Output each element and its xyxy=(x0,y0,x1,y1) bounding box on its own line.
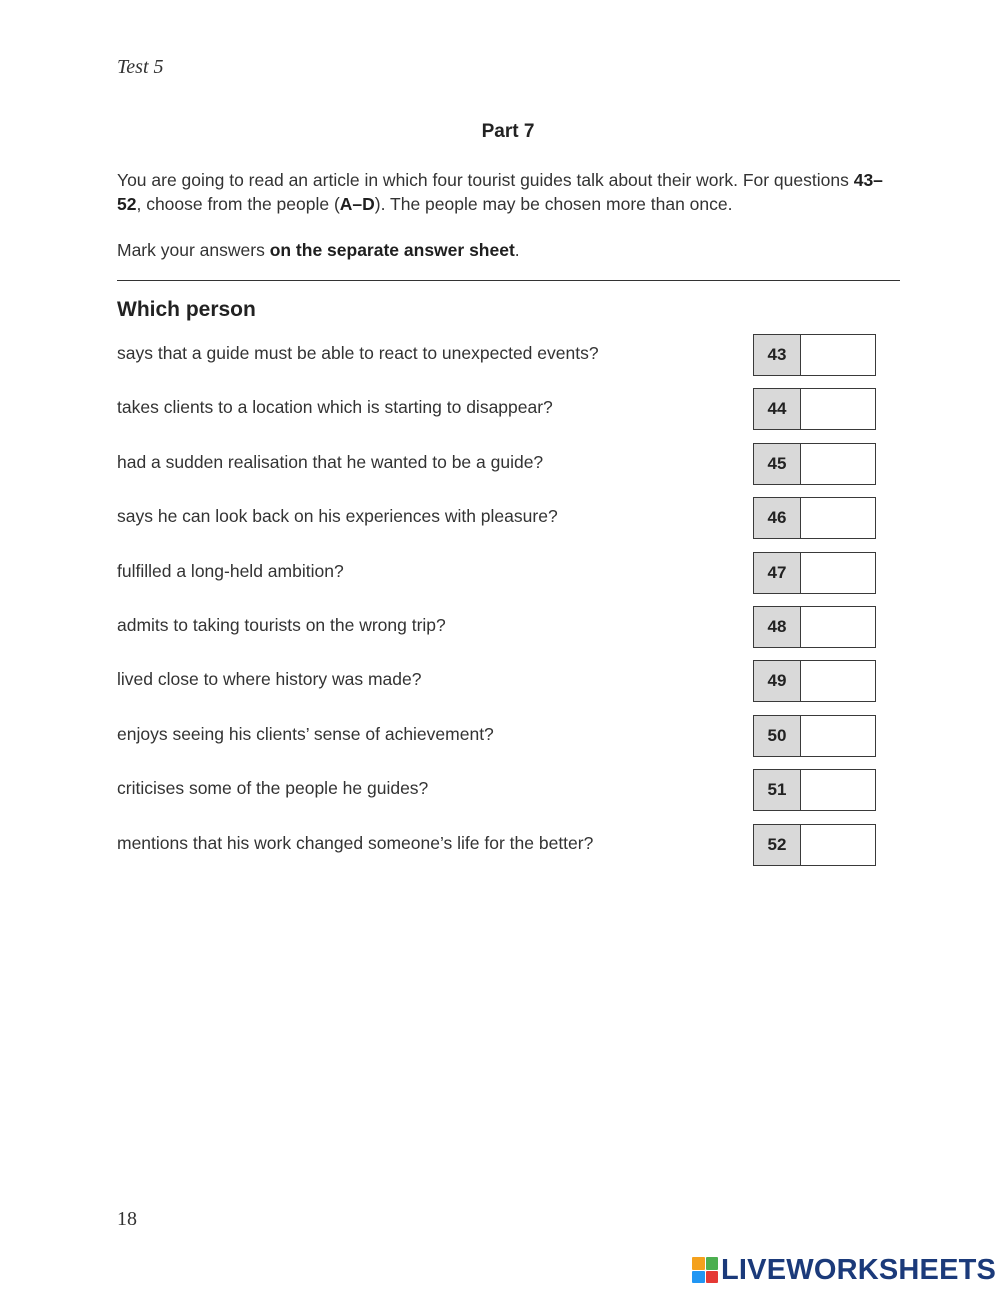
question-text: takes clients to a location which is starting to disappear? xyxy=(117,397,553,418)
question-text: had a sudden realisation that he wanted to be a guide? xyxy=(117,451,544,472)
logo-square xyxy=(706,1271,719,1284)
answer-box[interactable] xyxy=(800,497,876,539)
question-number: 45 xyxy=(753,443,801,485)
question-number: 51 xyxy=(753,769,801,811)
question-row xyxy=(0,715,1000,769)
question-number: 46 xyxy=(753,497,801,539)
answer-box[interactable] xyxy=(800,388,876,430)
question-row xyxy=(0,497,1000,551)
question-text: fulfilled a long-held ambition? xyxy=(117,560,344,581)
question-list xyxy=(0,334,1000,878)
section-heading: Which person xyxy=(117,298,256,321)
mark-text: Mark your answers xyxy=(117,240,270,260)
instructions xyxy=(117,168,907,262)
instructions-paragraph xyxy=(117,168,907,216)
question-row xyxy=(0,824,1000,878)
question-row xyxy=(0,660,1000,714)
answer-box[interactable] xyxy=(800,824,876,866)
question-number: 47 xyxy=(753,552,801,594)
instructions-text: ). The people may be chosen more than once. xyxy=(374,194,733,214)
question-row xyxy=(0,606,1000,660)
logo-square xyxy=(706,1257,719,1270)
question-number: 49 xyxy=(753,660,801,702)
logo-square xyxy=(692,1257,705,1270)
question-number: 50 xyxy=(753,715,801,757)
people-range: A–D xyxy=(339,194,375,214)
instructions-text: , choose from the people ( xyxy=(136,194,340,214)
page-number: 18 xyxy=(117,1208,137,1230)
question-text: admits to taking tourists on the wrong trip? xyxy=(117,614,446,635)
logo-square xyxy=(692,1271,705,1284)
question-text: enjoys seeing his clients’ sense of achievement? xyxy=(117,723,494,744)
question-number: 43 xyxy=(753,334,801,376)
answer-sheet-emphasis: on the separate answer sheet xyxy=(269,240,515,260)
mark-text-end: . xyxy=(514,240,520,260)
question-row xyxy=(0,443,1000,497)
brand-logo[interactable] xyxy=(692,1253,996,1287)
part-title: Part 7 xyxy=(481,121,535,142)
question-row xyxy=(0,552,1000,606)
question-row xyxy=(0,334,1000,388)
question-number: 48 xyxy=(753,606,801,648)
brand-name: LIVEWORKSHEETS xyxy=(721,1253,997,1286)
answer-box[interactable] xyxy=(800,443,876,485)
question-text: says he can look back on his experiences with pleasure? xyxy=(117,506,558,527)
answer-box[interactable] xyxy=(800,552,876,594)
mark-answers-line xyxy=(117,238,907,262)
answer-box[interactable] xyxy=(800,715,876,757)
question-text: lived close to where history was made? xyxy=(117,669,422,690)
answer-box[interactable] xyxy=(800,660,876,702)
divider xyxy=(117,280,900,281)
answer-box[interactable] xyxy=(800,334,876,376)
question-range: 43–52 xyxy=(117,170,883,214)
instructions-text: You are going to read an article in which four tourist guides talk about their work. For questions xyxy=(117,170,854,190)
running-head: Test 5 xyxy=(117,56,164,78)
question-number: 52 xyxy=(753,824,801,866)
question-text: criticises some of the people he guides? xyxy=(117,778,429,799)
answer-box[interactable] xyxy=(800,606,876,648)
question-text: mentions that his work changed someone’s life for the better? xyxy=(117,832,594,853)
liveworksheets-logo-icon xyxy=(692,1257,718,1283)
answer-box[interactable] xyxy=(800,769,876,811)
question-row xyxy=(0,769,1000,823)
question-row xyxy=(0,388,1000,442)
question-number: 44 xyxy=(753,388,801,430)
question-text: says that a guide must be able to react to unexpected events? xyxy=(117,343,599,363)
